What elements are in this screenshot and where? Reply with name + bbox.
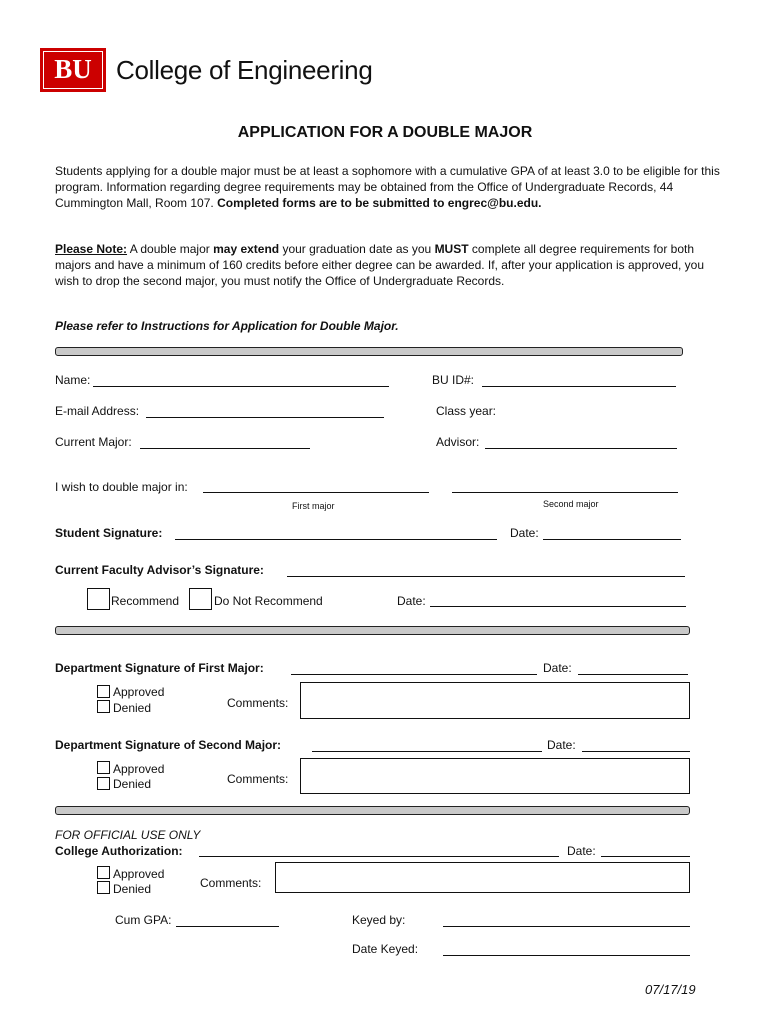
current-major-field[interactable] <box>140 448 310 449</box>
refer-instructions: Please refer to Instructions for Application for Double Major. <box>55 319 399 333</box>
official-denied-label: Denied <box>113 882 152 896</box>
intro-text: Students applying for a double major must be at least a sophomore with a cumulative GPA of at least 3.0 to be eligible for this program. Information regarding degree requirements may be obtained from the Office of Undergraduate Records, 44 Cummington Mall, Room 107. <box>55 164 720 210</box>
note-paragraph: Please Note: A double major may extend your graduation date as you MUST complete all degree requirements for both majors and have a minimum of 160 credits before either degree can be awarded. If, after your application is approved, you wish to drop the second major, you must notify the Office of Undergraduate Records. <box>55 242 705 288</box>
intro-submit-text: Completed forms are to be submitted to engrec@bu.edu. <box>217 196 542 210</box>
dept1-denied-label: Denied <box>113 701 152 715</box>
form-title: APPLICATION FOR A DOUBLE MAJOR <box>237 124 533 141</box>
section-divider-1 <box>55 347 683 356</box>
keyed-by-field[interactable] <box>443 926 690 927</box>
keyed-by-label: Keyed by: <box>352 913 406 927</box>
dept1-date-field[interactable] <box>578 674 688 675</box>
official-approved-label: Approved <box>113 867 165 881</box>
dept1-approved-label: Approved <box>113 685 165 699</box>
faculty-date-field[interactable] <box>430 606 686 607</box>
cum-gpa-field[interactable] <box>176 926 279 927</box>
recommend-label: Recommend <box>111 594 180 608</box>
official-date-field[interactable] <box>601 856 690 857</box>
official-date-label: Date: <box>567 844 596 858</box>
bu-logo <box>40 48 106 92</box>
official-comments-box[interactable] <box>275 862 690 893</box>
name-field[interactable] <box>93 386 389 387</box>
cum-gpa-label: Cum GPA: <box>115 913 172 927</box>
college-authorization-label: College Authorization: <box>55 844 183 858</box>
official-approved-checkbox[interactable] <box>97 866 110 879</box>
official-comments-label: Comments: <box>200 876 262 890</box>
date-keyed-label: Date Keyed: <box>352 942 419 956</box>
official-use-heading: FOR OFFICIAL USE ONLY <box>55 828 201 842</box>
student-date-field[interactable] <box>543 539 681 540</box>
dept1-approved-checkbox[interactable] <box>97 685 110 698</box>
second-major-field[interactable] <box>452 492 678 493</box>
dept2-denied-checkbox[interactable] <box>97 777 110 790</box>
section-divider-2 <box>55 626 690 635</box>
double-major-label: I wish to double major in: <box>55 480 188 494</box>
dept2-comments-box[interactable] <box>300 758 690 794</box>
dept1-signature-label: Department Signature of First Major: <box>55 661 264 675</box>
dept1-date-label: Date: <box>543 661 572 675</box>
dept2-signature-label: Department Signature of Second Major: <box>55 738 282 752</box>
email-field[interactable] <box>146 417 384 418</box>
dept2-denied-label: Denied <box>113 777 152 791</box>
email-label: E-mail Address: <box>55 404 140 418</box>
dept1-signature-field[interactable] <box>291 674 537 675</box>
faculty-signature-field[interactable] <box>287 576 685 577</box>
buid-label: BU ID#: <box>432 373 475 387</box>
intro-paragraph <box>55 163 720 211</box>
dept2-date-field[interactable] <box>582 751 690 752</box>
not-recommend-checkbox[interactable] <box>189 588 212 610</box>
dept2-date-label: Date: <box>547 738 576 752</box>
first-major-field[interactable] <box>203 492 429 493</box>
buid-field[interactable] <box>482 386 676 387</box>
name-label: Name: <box>55 373 91 387</box>
recommend-checkbox[interactable] <box>87 588 110 610</box>
dept1-comments-label: Comments: <box>227 696 289 710</box>
section-divider-3 <box>55 806 690 815</box>
revision-date: 07/17/19 <box>645 982 696 997</box>
second-major-caption: Second major <box>543 499 599 509</box>
dept1-denied-checkbox[interactable] <box>97 700 110 713</box>
dept2-comments-label: Comments: <box>227 772 289 786</box>
note-label: Please Note: <box>55 242 128 256</box>
official-denied-checkbox[interactable] <box>97 881 110 894</box>
student-signature-label: Student Signature: <box>55 526 163 540</box>
advisor-label: Advisor: <box>436 435 480 449</box>
class-year-label: Class year: <box>436 404 497 418</box>
current-major-label: Current Major: <box>55 435 132 449</box>
faculty-date-label: Date: <box>397 594 426 608</box>
college-name: College of Engineering <box>116 55 373 85</box>
bu-logo-text: BU <box>54 54 92 84</box>
dept2-approved-label: Approved <box>113 762 165 776</box>
dept1-comments-box[interactable] <box>300 682 690 719</box>
not-recommend-label: Do Not Recommend <box>214 594 323 608</box>
college-authorization-field[interactable] <box>199 856 559 857</box>
date-keyed-field[interactable] <box>443 955 690 956</box>
dept2-signature-field[interactable] <box>312 751 542 752</box>
advisor-field[interactable] <box>485 448 677 449</box>
first-major-caption: First major <box>292 501 335 511</box>
faculty-signature-label: Current Faculty Advisor’s Signature: <box>55 563 264 577</box>
dept2-approved-checkbox[interactable] <box>97 761 110 774</box>
student-date-label: Date: <box>510 526 539 540</box>
student-signature-field[interactable] <box>175 539 497 540</box>
